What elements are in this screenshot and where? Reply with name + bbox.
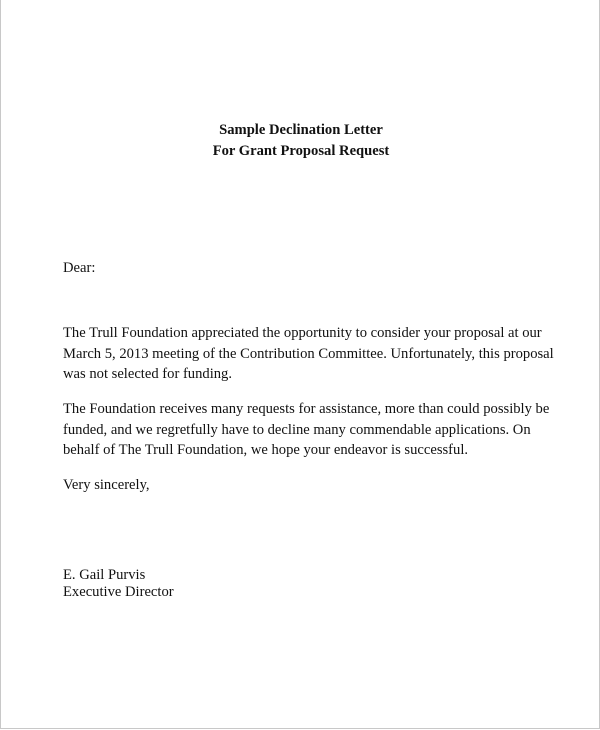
letter-title-line-2: For Grant Proposal Request	[212, 143, 390, 159]
closing: Very sincerely,	[63, 477, 150, 493]
signer-name: E. Gail Purvis	[63, 567, 146, 583]
paragraph-2-line: The Foundation receives many requests for assistance, more than could possibly be	[63, 401, 550, 417]
paragraph-2-line: funded, and we regretfully have to decline many commendable applications. On	[63, 422, 531, 438]
signer-title: Executive Director	[63, 584, 174, 600]
letter-title-line-1: Sample Declination Letter	[219, 122, 383, 138]
paragraph-1-line: The Trull Foundation appreciated the opportunity to consider your proposal at our	[63, 325, 542, 341]
salutation: Dear:	[63, 260, 96, 276]
paragraph-2-line: behalf of The Trull Foundation, we hope your endeavor is successful.	[63, 442, 469, 458]
paragraph-1-line: was not selected for funding.	[63, 366, 232, 382]
paragraph-1-line: March 5, 2013 meeting of the Contribution Committee. Unfortunately, this proposal	[63, 346, 554, 362]
